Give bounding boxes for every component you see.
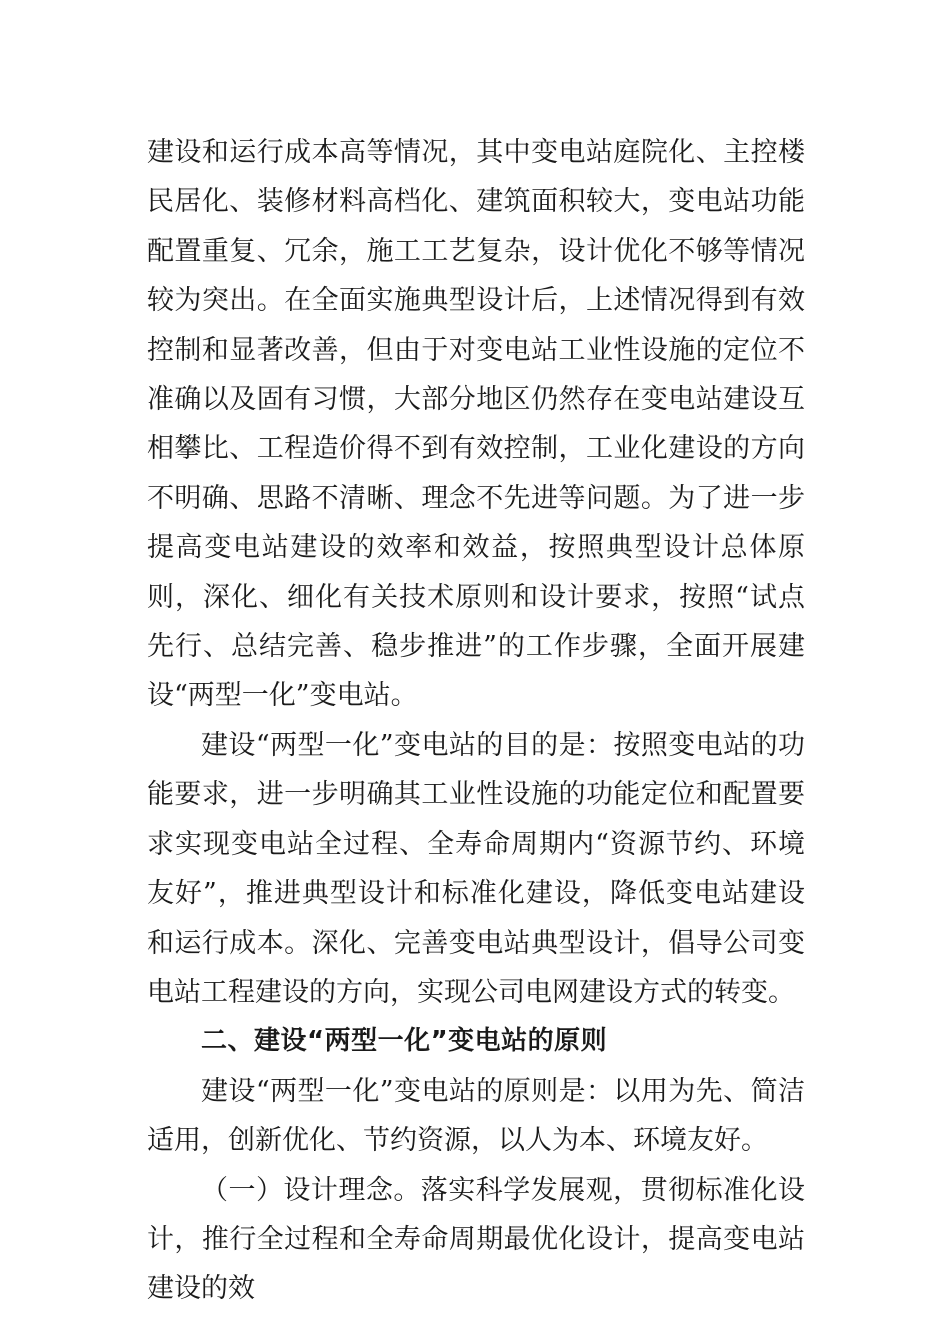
paragraph-purpose: 建设“两型一化”变电站的目的是：按照变电站的功能要求，进一步明确其工业性设施的功能定位和配置要求实现变电站全过程、全寿命周期内“资源节约、环境友好”，推进典型设计和标准化建设，降低变电站建设和运行成本。深化、完善变电站典型设计，倡导公司变电站工程建设的方向，实现公司电网建设方式的转变。 [147, 729, 805, 1008]
section-heading-principles: 二、建设“两型一化”变电站的原则 [201, 1026, 608, 1057]
document-body [147, 128, 805, 1314]
paragraph-design-concept: （一）设计理念。落实科学发展观，贯彻标准化设计，推行全过程和全寿命周期最优化设计，提高变电站建设的效 [147, 1174, 805, 1305]
paragraph-construction-issues: 建设和运行成本高等情况，其中变电站庭院化、主控楼民居化、装修材料高档化、建筑面积较大，变电站功能配置重复、冗余，施工工艺复杂，设计优化不够等情况较为突出。在全面实施典型设计后，上述情况得到有效控制和显著改善，但由于对变电站工业性设施的定位不准确以及固有习惯，大部分地区仍然存在变电站建设互相攀比、工程造价得不到有效控制，工业化建设的方向不明确、思路不清晰、理念不先进等问题。为了进一步提高变电站建设的效率和效益，按照典型设计总体原则，深化、细化有关技术原则和设计要求，按照“试点先行、总结完善、稳步推进”的工作步骤，全面开展建设“两型一化”变电站。 [147, 137, 805, 712]
paragraph-principles: 建设“两型一化”变电站的原则是：以用为先、简洁适用，创新优化、节约资源，以人为本、环境友好。 [147, 1075, 805, 1157]
